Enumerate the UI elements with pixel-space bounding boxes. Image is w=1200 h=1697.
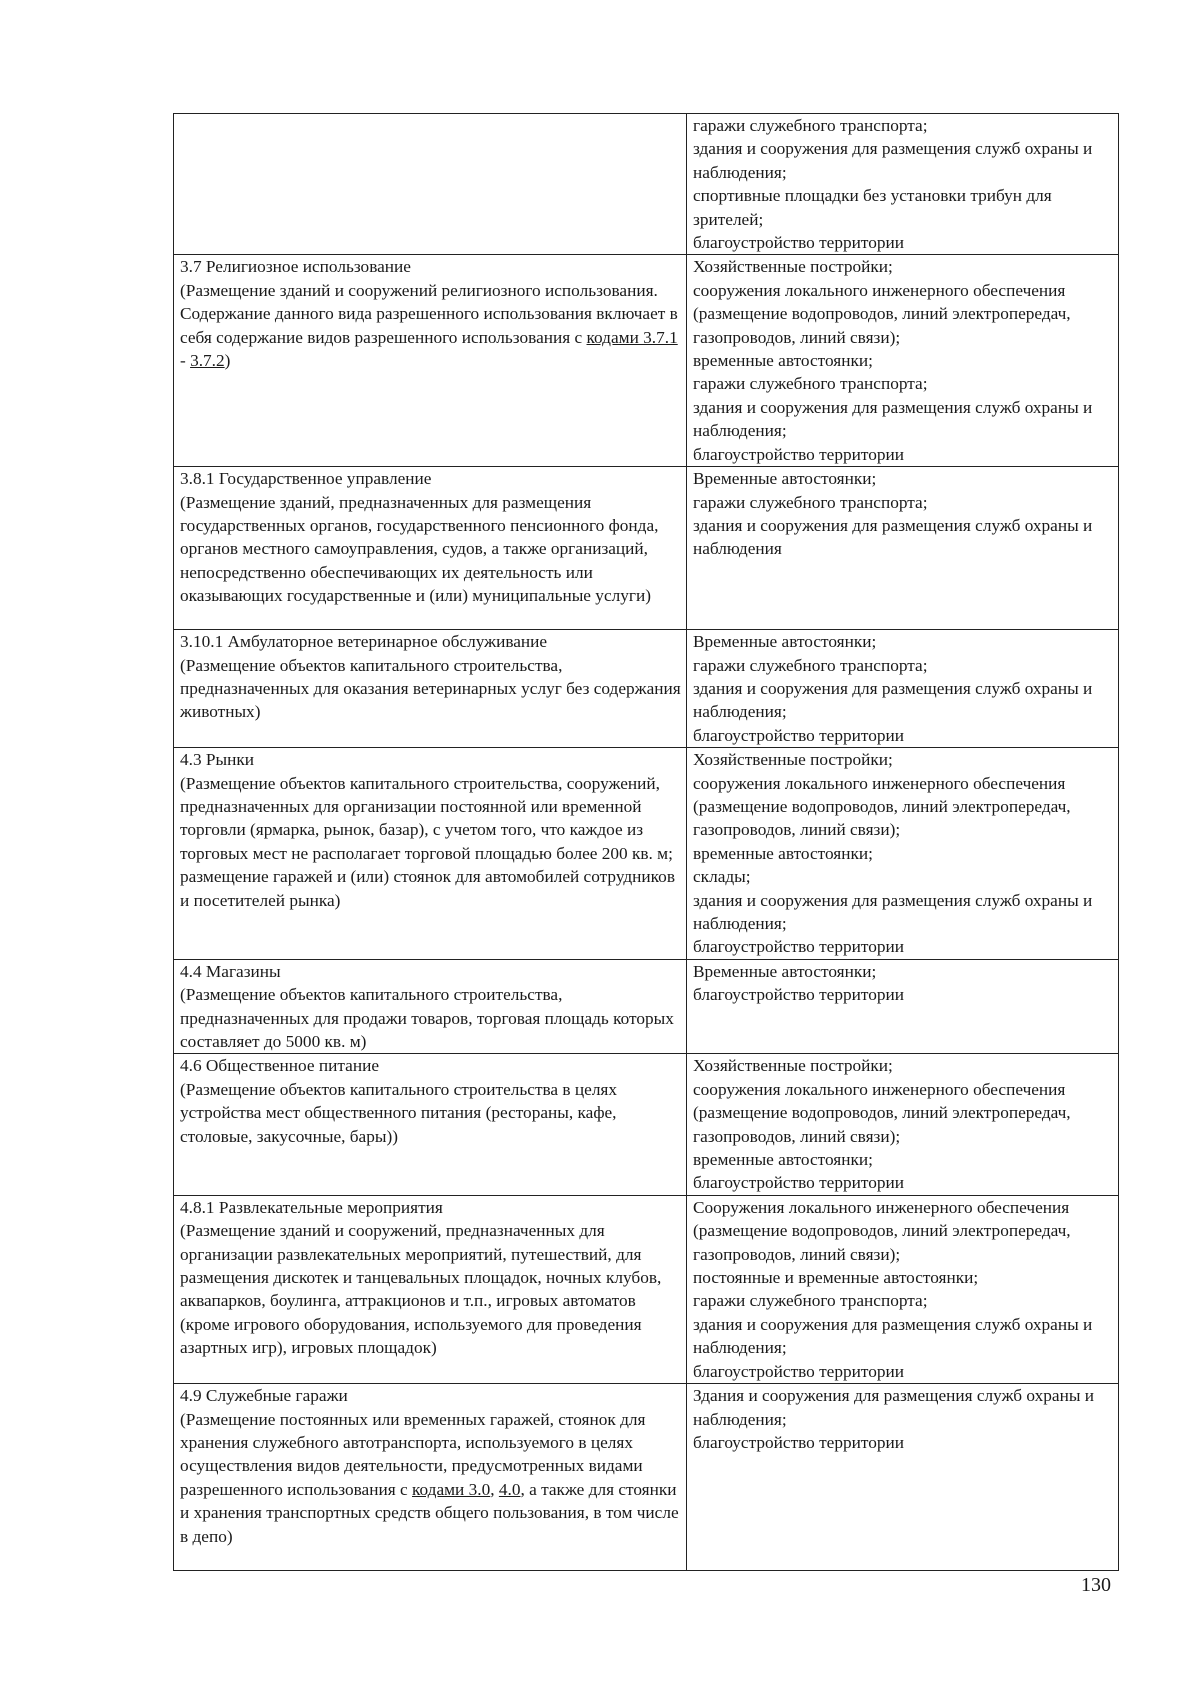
auxiliary-uses-cell [687, 630, 1119, 748]
list-item: здания и сооружения для размещения служб охраны и наблюдения; [693, 397, 1093, 441]
list-item: здания и сооружения для размещения служб охраны и наблюдения; [693, 678, 1093, 722]
list-item: здания и сооружения для размещения служб охраны и наблюдения; [693, 139, 1093, 182]
use-code-title: 4.6 Общественное питание [180, 1056, 379, 1076]
list-item: благоустройство территории [693, 444, 904, 464]
auxiliary-uses-cell [687, 959, 1119, 1054]
list-item: благоустройство территории [693, 725, 904, 745]
use-description: (Размещение объектов капитального строительства, предназначенных для оказания ветеринарных услуг без содержания животных) [180, 655, 681, 722]
list-item: здания и сооружения для размещения служб охраны и наблюдения [693, 515, 1093, 559]
code-link[interactable]: кодами 3.0 [412, 1479, 491, 1499]
use-code-title: 4.9 Служебные гаражи [180, 1386, 348, 1406]
table-row [174, 467, 1119, 630]
auxiliary-uses-cell [687, 255, 1119, 467]
use-description: (Размещение объектов капитального строительства, сооружений, предназначенных для организации постоянной или временной торговли (ярмарка, рынок, базар), с учетом того, что каждое из торговых мест не располагает торговой площадью более 200 кв. м; размещение гаражей и (или) стоянок для автомобилей сотрудников и посетителей рынка) [180, 773, 675, 910]
use-description: (Размещение зданий, предназначенных для размещения государственных органов, государственного пенсионного фонда, органов местного самоуправления, судов, а также организаций, непосредственно обеспечивающих их деятельность или оказывающих государственные и (или) муниципальные услуги) [180, 492, 659, 606]
list-item: Временные автостоянки; [693, 469, 877, 489]
use-code-title: 3.7 Религиозное использование [180, 257, 411, 277]
list-item: спортивные площадки без установки трибун для зрителей; [693, 186, 1052, 229]
auxiliary-uses-cell [687, 114, 1119, 255]
auxiliary-uses-cell [687, 1054, 1119, 1195]
list-item: благоустройство территории [693, 1432, 904, 1452]
use-type-cell [174, 1195, 687, 1383]
list-item: благоустройство территории [693, 1173, 904, 1193]
auxiliary-uses-cell [687, 748, 1119, 960]
use-description: (Размещение объектов капитального строительства в целях устройства мест общественного питания (рестораны, кафе, столовые, закусочные, бары)) [180, 1079, 618, 1146]
list-item: склады; [693, 867, 751, 887]
use-type-cell [174, 1054, 687, 1195]
table-row [174, 1384, 1119, 1571]
use-code-title: 4.4 Магазины [180, 961, 281, 981]
list-item: сооружения локального инженерного обеспечения (размещение водопроводов, линий электропередач, газопроводов, линий связи); [693, 773, 1071, 840]
table-row [174, 1195, 1119, 1383]
auxiliary-uses-cell [687, 467, 1119, 630]
use-type-cell [174, 255, 687, 467]
list-item: благоустройство территории [693, 937, 904, 957]
use-type-cell [174, 748, 687, 960]
table-row [174, 630, 1119, 748]
list-item: Хозяйственные постройки; [693, 1056, 893, 1076]
list-item: гаражи служебного транспорта; [693, 655, 928, 675]
use-code-title: 4.3 Рынки [180, 750, 255, 770]
use-type-cell [174, 114, 687, 255]
land-use-table [173, 113, 1119, 1571]
list-item: постоянные и временные автостоянки; [693, 1268, 979, 1288]
table-row [174, 1054, 1119, 1195]
list-item: сооружения локального инженерного обеспечения (размещение водопроводов, линий электропередач, газопроводов, линий связи); [693, 280, 1071, 347]
list-item: благоустройство территории [693, 1361, 904, 1381]
list-item: благоустройство территории [693, 233, 904, 253]
list-item: гаражи служебного транспорта; [693, 492, 928, 512]
list-item: временные автостоянки; [693, 1150, 873, 1170]
list-item: сооружения локального инженерного обеспечения (размещение водопроводов, линий электропередач, газопроводов, линий связи); [693, 1079, 1071, 1146]
list-item: временные автостоянки; [693, 351, 873, 371]
list-item: здания и сооружения для размещения служб охраны и наблюдения; [693, 1314, 1093, 1358]
use-description: (Размещение зданий и сооружений религиозного использования. Содержание данного вида разрешенного использования включает в себя содержание видов разрешенного использования с кодами 3.7.1 - 3.7.2) [180, 280, 678, 371]
table-row [174, 255, 1119, 467]
auxiliary-uses-cell [687, 1384, 1119, 1571]
table-row [174, 959, 1119, 1054]
list-item: гаражи служебного транспорта; [693, 116, 928, 135]
auxiliary-uses-cell [687, 1195, 1119, 1383]
page-number: 130 [1081, 1574, 1111, 1596]
use-type-cell [174, 1384, 687, 1571]
list-item: Здания и сооружения для размещения служб охраны и наблюдения; [693, 1386, 1094, 1429]
use-description: (Размещение постоянных или временных гаражей, стоянок для хранения служебного автотранспорта, используемого в целях осуществления видов деятельности, предусмотренных видами разрешенного использования с кодами 3.0, 4.0, а также для стоянки и хранения транспортных средств общего пользования, в том числе в депо) [180, 1409, 679, 1546]
list-item: здания и сооружения для размещения служб охраны и наблюдения; [693, 890, 1093, 933]
use-description: (Размещение зданий и сооружений, предназначенных для организации развлекательных мероприятий, путешествий, для размещения дискотек и танцевальных площадок, ночных клубов, аквапарков, боулинга, аттракционов и т.п., игровых автоматов (кроме игрового оборудования, используемого для проведения азартных игр), игровых площадок) [180, 1221, 662, 1358]
code-link[interactable]: 3.7.2 [190, 351, 225, 371]
list-item: Временные автостоянки; [693, 632, 877, 652]
use-type-cell [174, 959, 687, 1054]
list-item: гаражи служебного транспорта; [693, 1291, 928, 1311]
list-item: Хозяйственные постройки; [693, 257, 893, 277]
code-link[interactable]: кодами 3.7.1 [586, 327, 678, 347]
use-type-cell [174, 630, 687, 748]
list-item: Хозяйственные постройки; [693, 750, 893, 770]
list-item: Временные автостоянки; [693, 961, 877, 981]
use-type-cell [174, 467, 687, 630]
list-item: временные автостоянки; [693, 843, 873, 863]
list-item: гаражи служебного транспорта; [693, 374, 928, 394]
use-description: (Размещение объектов капитального строительства, предназначенных для продажи товаров, торговая площадь которых составляет до 5000 кв. м) [180, 985, 674, 1051]
use-code-title: 3.8.1 Государственное управление [180, 469, 432, 489]
list-item: Сооружения локального инженерного обеспечения (размещение водопроводов, линий электропередач, газопроводов, линий связи); [693, 1197, 1071, 1264]
use-code-title: 4.8.1 Развлекательные мероприятия [180, 1197, 443, 1217]
list-item: благоустройство территории [693, 985, 904, 1005]
use-code-title: 3.10.1 Амбулаторное ветеринарное обслуживание [180, 632, 548, 652]
code-link[interactable]: 4.0 [498, 1479, 521, 1499]
table-row [174, 114, 1119, 255]
table-row [174, 748, 1119, 960]
